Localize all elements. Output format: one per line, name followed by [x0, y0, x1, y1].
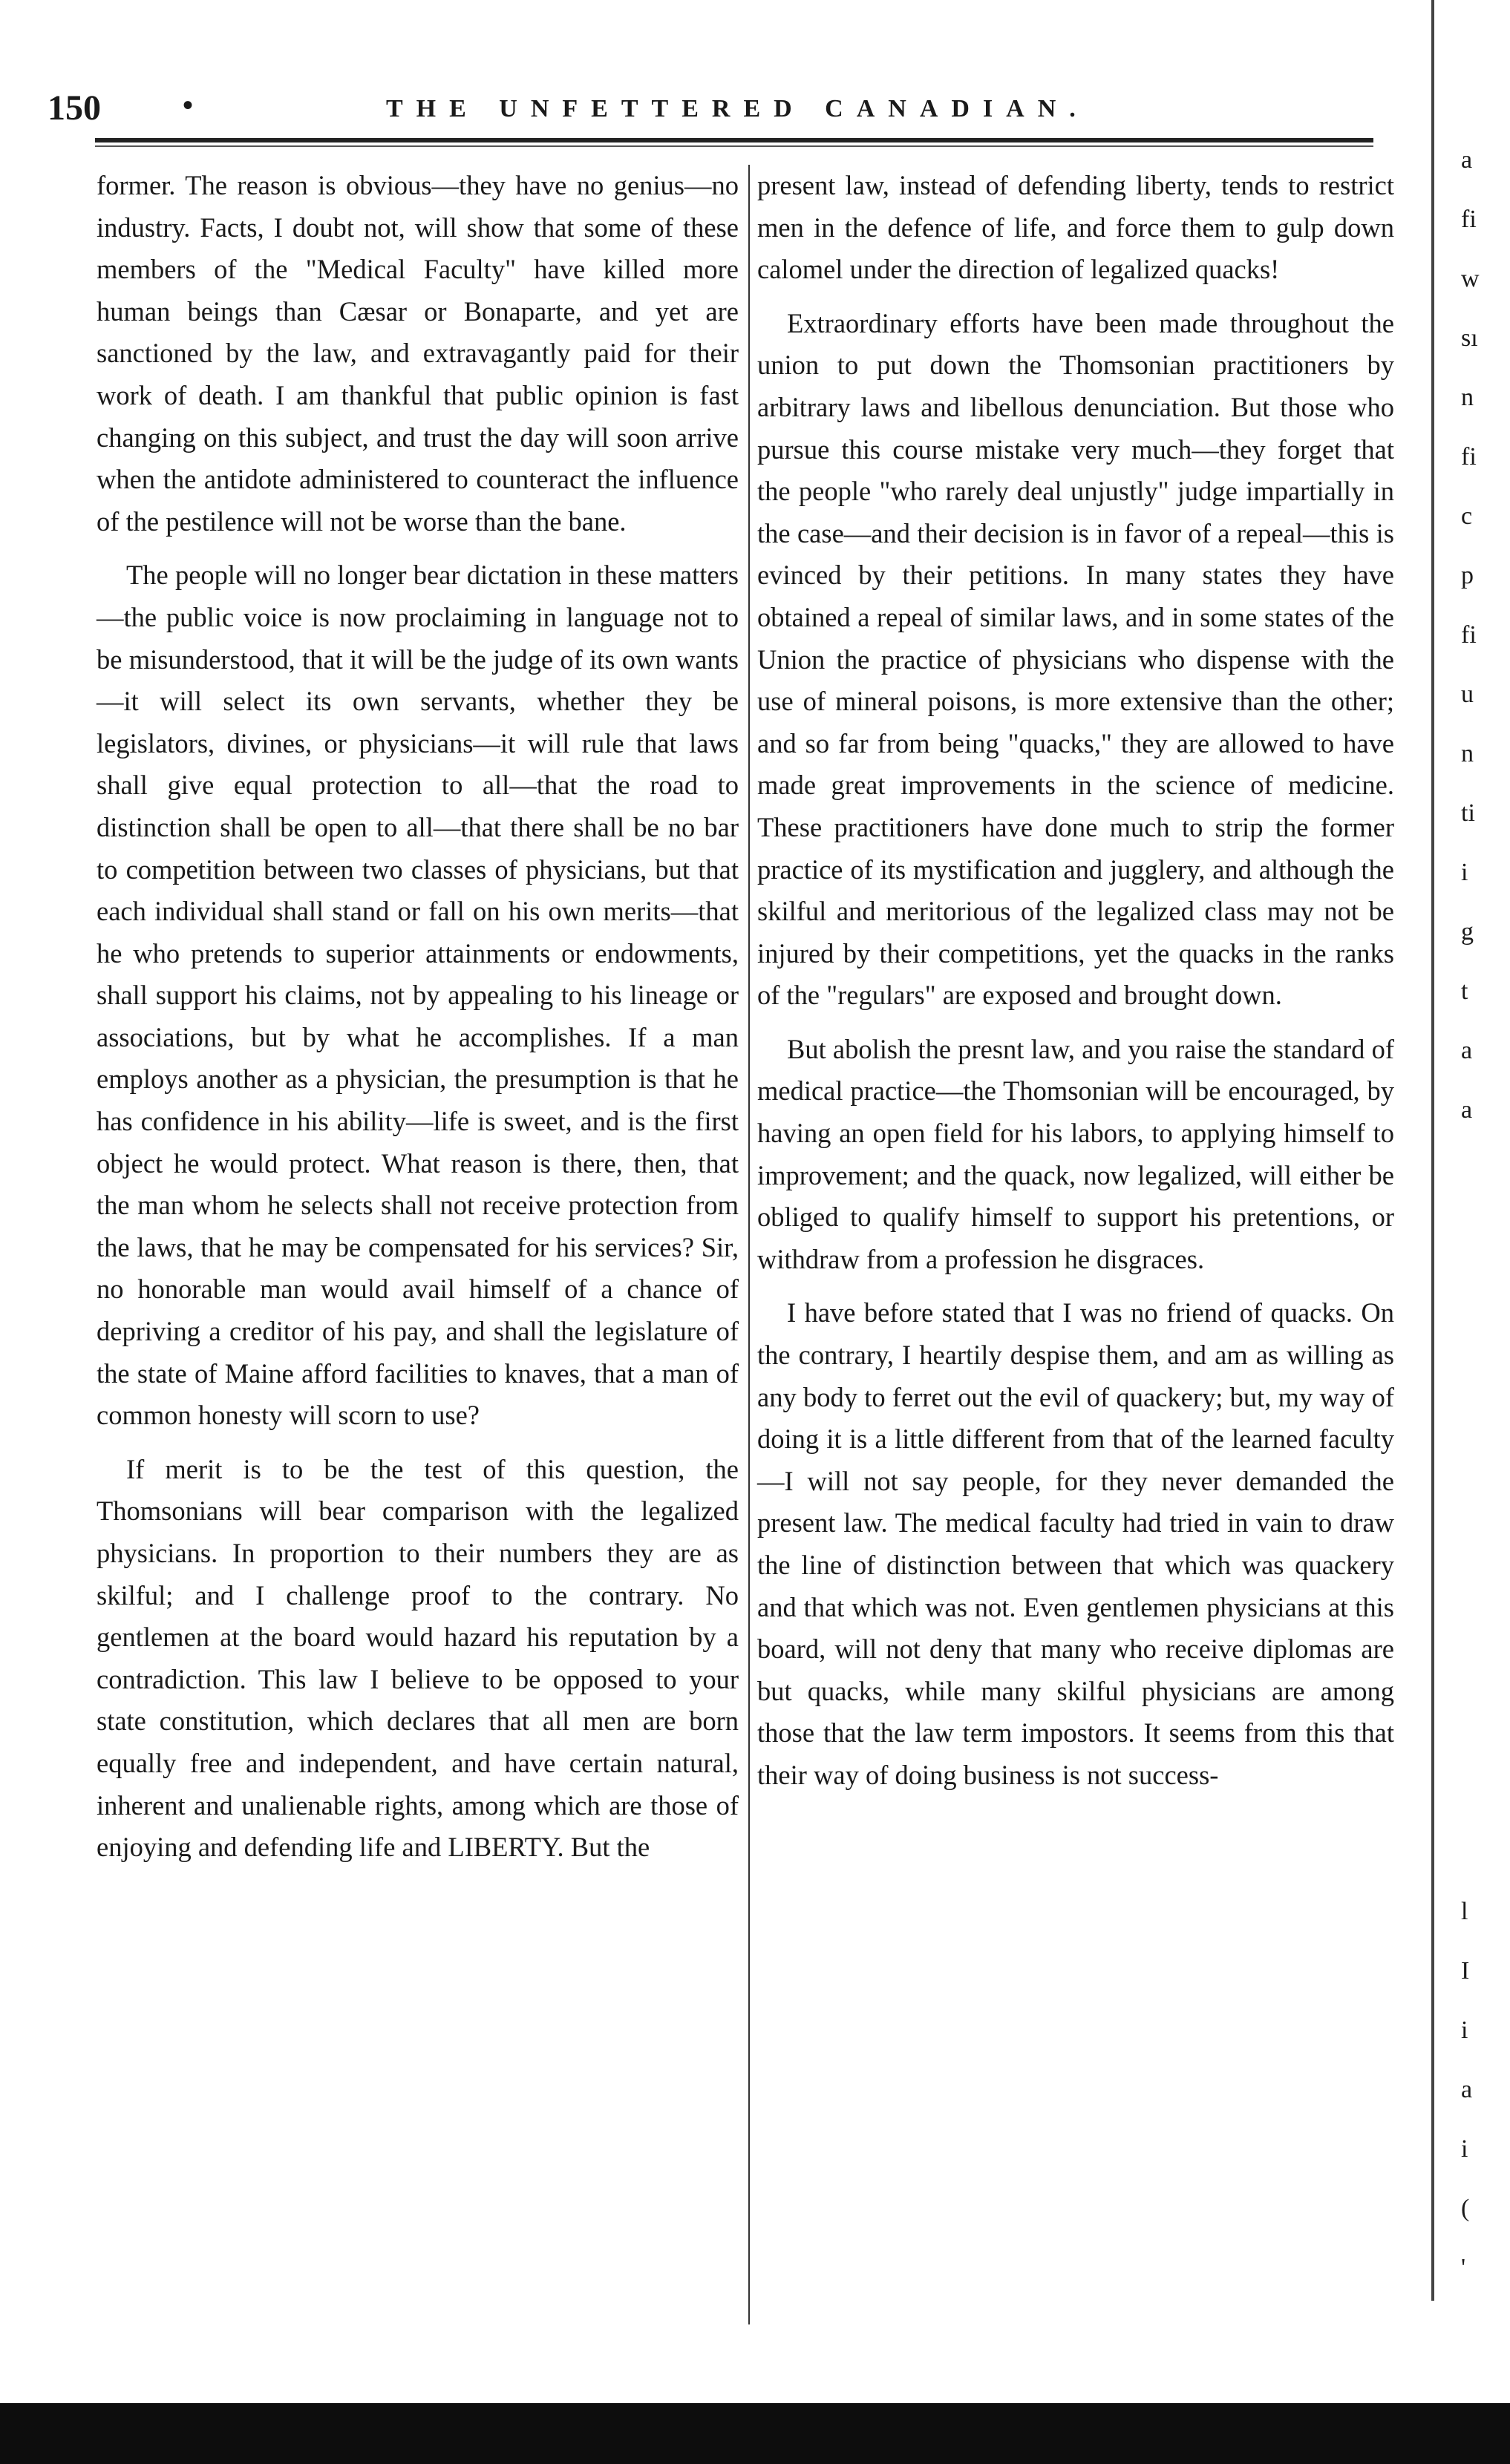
- left-column: [97, 165, 739, 1881]
- header-rule: [95, 138, 1373, 142]
- right-paragraph: I have before stated that I was no friend of quacks. On the contrary, I heartily despise them, and am as willing as any body to ferret out the evil of quackery; but, my way of doing it is a little different from that of the learned faculty—I will not say people, for they never demanded the present law. The medical faculty had tried in vain to draw the line of distinction between that which was quackery and that which was not. Even gentlemen physicians at this board, will not deny that many who receive diplomas are but quacks, while many skilful physicians are among those that the law term impostors. It seems from this that their way of doing business is not success-: [757, 1297, 1394, 1790]
- header-bullet: •: [183, 88, 194, 122]
- facing-page-margin: [1461, 131, 1506, 2298]
- margin-fragment: (: [1461, 2195, 1470, 2222]
- running-head: THE UNFETTERED CANADIAN.: [386, 95, 1089, 122]
- margin-fragment: i: [1461, 2016, 1468, 2044]
- margin-fragment: n: [1461, 740, 1474, 767]
- margin-fragment: a: [1461, 1096, 1473, 1124]
- margin-fragment: a: [1461, 146, 1473, 174]
- margin-fragment: i: [1461, 2135, 1468, 2163]
- margin-fragment: a: [1461, 1037, 1473, 1064]
- left-paragraph: If merit is to be the test of this question, the Thomsonians will bear comparison with the legalized physicians. In proportion to their numbers they are as skilful; and I challenge proof to the contrary. No gentlemen at the board would hazard his reputation by a contradiction. This law I believe to be opposed to your state constitution, which declares that all men are born equally free and independent, and have certain natural, inherent and unalienable rights, among which are those of enjoying and defending life and LIBERTY. But the: [97, 1453, 739, 1863]
- margin-fragment: u: [1461, 681, 1474, 708]
- page-number: 150: [48, 88, 101, 128]
- margin-fragment: fi: [1461, 206, 1477, 233]
- margin-fragment: fi: [1461, 621, 1477, 649]
- right-paragraph: Extraordinary efforts have been made throughout the union to put down the Thomsonian practitioners by arbitrary laws and libellous denunciation. But those who pursue this course mistake very much—they forget that the people "who rarely deal unjustly" judge impartially in the case—and their decision is in favor of a repeal—this is evinced by their petitions. In many states they have obtained a repeal of similar laws, and in some states of the Union the practice of physicians who dispense with the use of mineral poisons, is more extensive than the other; and so far from being "quacks," they are allowed to have made great improvements in the science of medicine. These practitioners have done much to strip the former practice of its mystification and jugglery, and although the skilful and meritorious of the legalized class may not be injured by their competitions, yet the quacks in the ranks of the "regulars" are exposed and brought down.: [757, 307, 1394, 1011]
- right-column: [757, 165, 1394, 1809]
- right-paragraph: present law, instead of defending liberty, tends to restrict men in the defence of life, and force them to gulp down calomel under the direction of legalized quacks!: [757, 170, 1394, 285]
- margin-fragment: n: [1461, 384, 1474, 411]
- margin-fragment: g: [1461, 918, 1474, 946]
- right-page-edge: [1431, 0, 1434, 2301]
- column-divider: [748, 165, 750, 2324]
- margin-fragment: l: [1461, 1898, 1468, 1925]
- left-paragraph: The people will no longer bear dictation in these matters—the public voice is now proclaiming in language not to be misunderstood, that it will be the judge of its own wants—it will select its own servants, whether they be legislators, divines, or physicians—it will rule that laws shall give equal protection to all—that the road to distinction shall be open to all—that there shall be no bar to competition between two classes of physicians, but that each individual shall stand or fall on his own merits—that he who pretends to superior attainments or endowments, shall support his claims, not by appealing to his lineage or associations, but by what he accomplishes. If a man employs another as a physician, the presumption is that he has confidence in his ability—life is sweet, and is the first object he would protect. What reason is there, then, that the man whom he selects shall not receive protection from the laws, that he may be compensated for his services? Sir, no honorable man would avail himself of a chance of depriving a creditor of his pay, and shall the legislature of the state of Maine afford facilities to knaves, that a man of common honesty will scorn to use?: [97, 560, 739, 1431]
- margin-fragment: p: [1461, 562, 1474, 589]
- scan-bottom-band: [0, 2403, 1510, 2464]
- header-rule-thin: [95, 145, 1373, 147]
- margin-fragment: w: [1461, 265, 1480, 292]
- margin-fragment: i: [1461, 859, 1468, 886]
- margin-fragment: c: [1461, 502, 1473, 530]
- margin-fragment: sı: [1461, 324, 1478, 352]
- margin-fragment: t: [1461, 977, 1468, 1005]
- margin-fragment: ': [1461, 2254, 1466, 2281]
- margin-gap: [1461, 1140, 1506, 1882]
- margin-fragment: a: [1461, 2076, 1473, 2103]
- left-paragraph: former. The reason is obvious—they have no genius—no industry. Facts, I doubt not, will show that some of these members of the "Medical Faculty" have killed more human beings than Cæsar or Bonaparte, and yet are sanctioned by the law, and extravagantly paid for their work of death. I am thankful that public opinion is fast changing on this subject, and trust the day will soon arrive when the antidote administered to counteract the influence of the pestilence will not be worse than the bane.: [97, 170, 739, 537]
- right-paragraph: But abolish the presnt law, and you raise the standard of medical practice—the Thomsonian will be encouraged, by having an open field for his labors, to applying himself to improvement; and the quack, now legalized, will either be obliged to qualify himself to support his pretentions, or withdraw from a profession he disgraces.: [757, 1033, 1394, 1274]
- margin-fragment: ti: [1461, 799, 1475, 827]
- margin-fragment: fi: [1461, 443, 1477, 471]
- margin-fragment: I: [1461, 1957, 1470, 1985]
